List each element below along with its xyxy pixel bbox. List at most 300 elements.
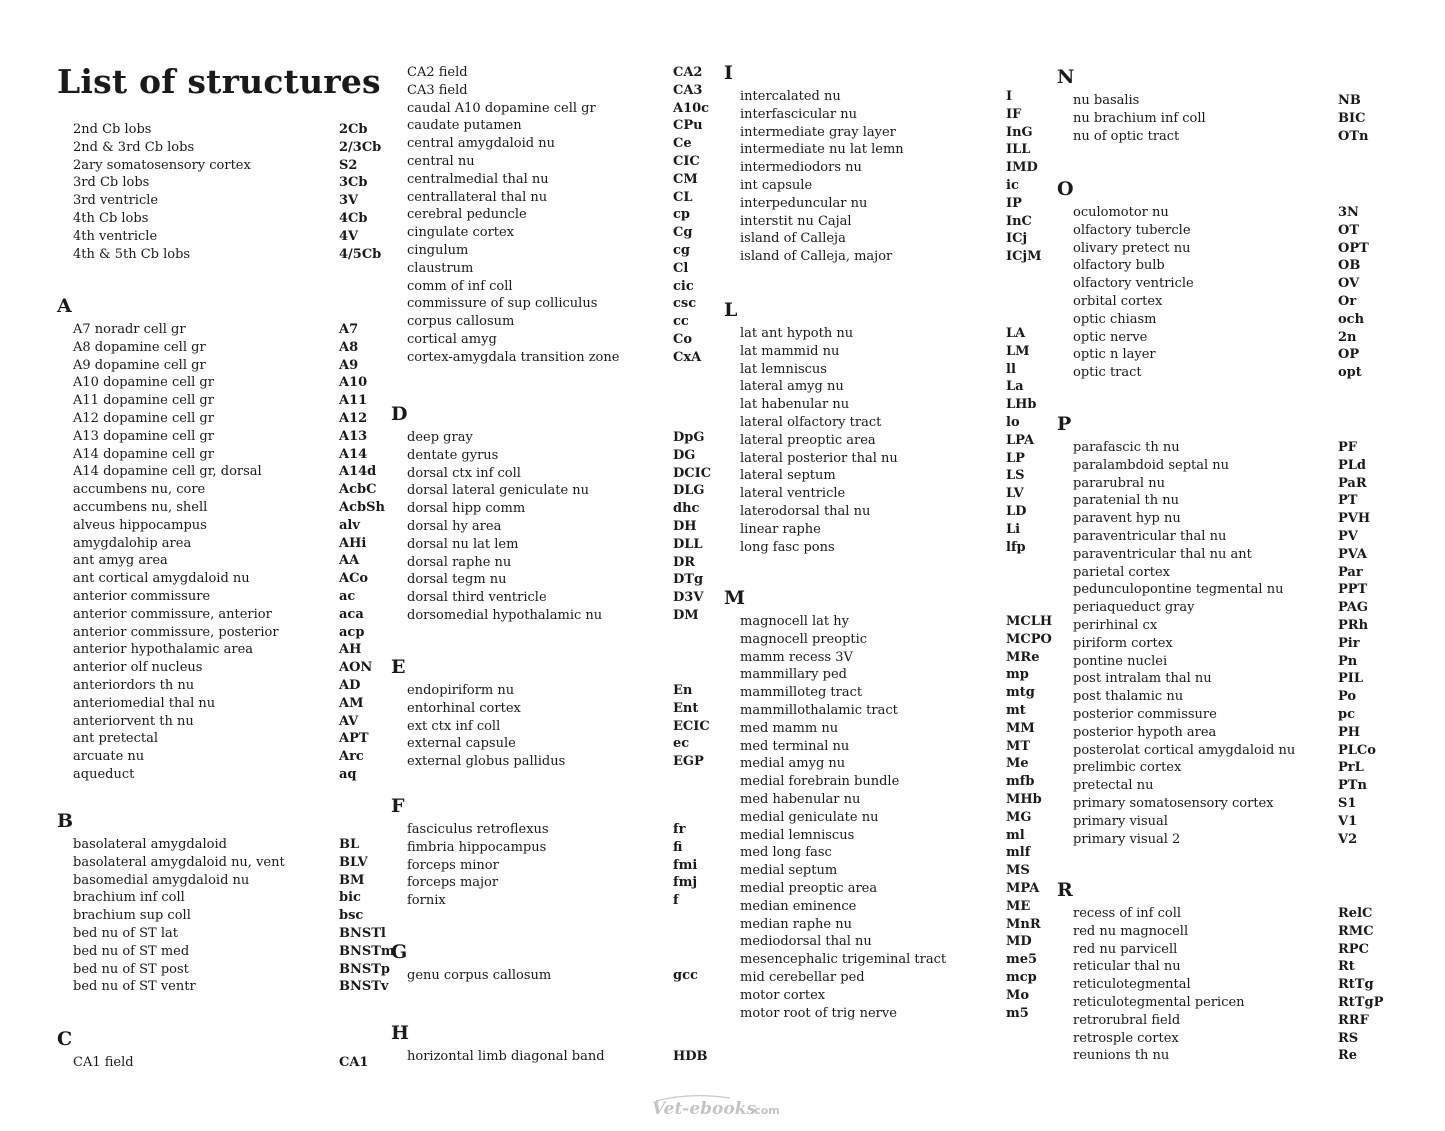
structure-abbreviation: fmi [673, 857, 698, 873]
structure-abbreviation: aq [339, 767, 357, 782]
list-item [1073, 311, 1393, 329]
structure-name: 3rd ventricle [73, 193, 159, 209]
list-item [73, 588, 393, 606]
structure-name: magnocell lat hy [740, 614, 850, 629]
list-item [407, 278, 727, 296]
structure-abbreviation: ICj [1006, 231, 1028, 247]
structure-abbreviation: Cl [673, 260, 689, 276]
list-item [740, 414, 1060, 432]
structure-name: A9 dopamine cell gr [73, 357, 206, 373]
list-item [740, 432, 1060, 450]
structure-abbreviation: MCPO [1006, 631, 1052, 647]
structure-name: basolateral amygdaloid [73, 837, 227, 852]
structure-abbreviation: mcp [1006, 970, 1037, 985]
list-item [740, 862, 1060, 880]
structure-name: lateral ventricle [740, 486, 846, 502]
list-item [407, 153, 727, 171]
list-item [1073, 257, 1393, 275]
section-letter: N [1057, 66, 1075, 88]
structure-abbreviation: Mo [1006, 987, 1030, 1003]
structure-name: linear raphe [740, 521, 821, 537]
section-letter: A [57, 295, 72, 317]
list-item [407, 331, 727, 349]
section-letter: G [391, 941, 408, 963]
structure-abbreviation: AHi [339, 535, 367, 551]
structure-abbreviation: LD [1006, 504, 1027, 519]
structure-name: reticular thal nu [1073, 959, 1181, 975]
list-item [407, 571, 727, 589]
list-item [740, 378, 1060, 396]
structure-name: A7 noradr cell gr [73, 322, 186, 337]
structure-name: cingulate cortex [407, 225, 515, 241]
structure-name: pararubral nu [1073, 475, 1165, 491]
structure-abbreviation: DR [673, 554, 696, 570]
structure-abbreviation: PrL [1338, 760, 1364, 776]
list-item [73, 428, 393, 446]
list-item [1073, 510, 1393, 528]
structure-name: genu corpus callosum [407, 968, 552, 983]
structure-abbreviation: PH [1338, 724, 1361, 740]
structure-abbreviation: BNSTv [339, 979, 389, 995]
structure-abbreviation: cic [673, 278, 694, 294]
structure-name: med terminal nu [740, 738, 850, 754]
structure-name: bed nu of ST lat [73, 926, 178, 941]
list-item [73, 517, 393, 535]
structure-abbreviation: InC [1006, 213, 1032, 229]
structure-name: fasciculus retroflexus [407, 822, 549, 837]
structure-abbreviation: Po [1338, 689, 1357, 705]
structure-abbreviation: APT [339, 731, 369, 747]
structure-abbreviation: ME [1006, 898, 1031, 914]
list-item [740, 213, 1060, 231]
list-item [407, 892, 727, 910]
structure-name: piriform cortex [1073, 635, 1173, 651]
structure-abbreviation: bsc [339, 908, 364, 924]
list-item [740, 809, 1060, 827]
list-item [1073, 670, 1393, 688]
structure-abbreviation: MnR [1006, 916, 1041, 932]
list-item [73, 246, 393, 264]
structure-name: anterior hypothalamic area [73, 642, 254, 658]
list-item [73, 606, 393, 624]
structure-abbreviation: CL [673, 189, 693, 205]
structure-name: retrorubral field [1073, 1012, 1181, 1028]
structure-name: A10 dopamine cell gr [73, 375, 214, 391]
structure-abbreviation: ec [673, 736, 690, 752]
structure-name: 4th Cb lobs [73, 211, 149, 226]
list-item [740, 827, 1060, 845]
structure-name: mammillary ped [740, 667, 847, 683]
structure-abbreviation: Co [673, 332, 693, 347]
structure-abbreviation: AcbC [339, 482, 377, 498]
list-item [73, 321, 393, 339]
structure-abbreviation: PaR [1338, 475, 1367, 491]
structure-abbreviation: cg [673, 243, 691, 258]
structure-abbreviation: LA [1006, 326, 1026, 341]
list-item [740, 613, 1060, 631]
list-item [73, 907, 393, 925]
structure-abbreviation: DCIC [673, 465, 712, 481]
list-item [407, 206, 727, 224]
structure-abbreviation: fmj [673, 875, 698, 891]
list-item [1073, 813, 1393, 831]
structure-name: parafascic th nu [1073, 440, 1180, 455]
structure-name: amygdalohip area [73, 535, 192, 551]
list-item [740, 666, 1060, 684]
structure-name: olivary pretect nu [1073, 240, 1191, 256]
list-item [73, 535, 393, 553]
structure-name: interpeduncular nu [740, 195, 868, 211]
structure-name: median raphe nu [740, 916, 852, 932]
structure-name: intercalated nu [740, 89, 841, 104]
list-item [740, 396, 1060, 414]
list-item [73, 766, 393, 784]
structure-abbreviation: A13 [339, 428, 368, 444]
list-item [1073, 994, 1393, 1012]
list-item [407, 429, 727, 447]
list-item [740, 880, 1060, 898]
list-item [1073, 240, 1393, 258]
list-item [407, 682, 727, 700]
structure-abbreviation: BIC [1338, 110, 1366, 126]
list-item [740, 969, 1060, 987]
list-item [740, 702, 1060, 720]
list-item [1073, 599, 1393, 617]
structure-abbreviation: RRF [1338, 1012, 1369, 1028]
structure-abbreviation: lfp [1006, 539, 1026, 555]
structure-abbreviation: alv [339, 517, 360, 533]
structure-abbreviation: A7 [339, 322, 359, 337]
structure-abbreviation: V1 [1338, 813, 1358, 829]
structure-name: fornix [407, 893, 446, 909]
structure-abbreviation: AcbSh [339, 500, 385, 515]
structure-abbreviation: AA [339, 553, 360, 569]
structure-abbreviation: Pn [1338, 653, 1358, 669]
structure-abbreviation: D3V [673, 590, 704, 606]
structure-abbreviation: OP [1338, 347, 1360, 363]
list-item [73, 463, 393, 481]
structure-abbreviation: BNSTp [339, 961, 391, 977]
structure-abbreviation: S1 [1338, 796, 1357, 811]
structure-abbreviation: OV [1338, 276, 1360, 292]
structure-name: retrosple cortex [1073, 1030, 1179, 1046]
structure-name: primary somatosensory cortex [1073, 796, 1274, 811]
list-item [73, 210, 393, 228]
structure-name: claustrum [407, 260, 474, 276]
structure-abbreviation: mlf [1006, 845, 1031, 861]
structure-abbreviation: AON [339, 660, 373, 676]
list-item [73, 339, 393, 357]
structure-name: corpus callosum [407, 314, 515, 330]
section-letter: I [724, 62, 733, 84]
list-item [1073, 275, 1393, 293]
structure-abbreviation: CM [673, 171, 698, 187]
structure-name: forceps minor [407, 857, 499, 873]
structure-name: ant pretectal [73, 731, 159, 747]
structure-name: anteriorvent th nu [73, 713, 194, 729]
structure-name: lateral septum [740, 468, 836, 484]
structure-abbreviation: CA2 [673, 65, 703, 80]
list-item [1073, 457, 1393, 475]
structure-name: dentate gyrus [407, 447, 499, 463]
structure-abbreviation: och [1338, 311, 1365, 327]
structure-name: medial amyg nu [740, 756, 846, 772]
list-item [1073, 92, 1393, 110]
structure-abbreviation: MD [1006, 934, 1032, 950]
structure-abbreviation: Or [1338, 294, 1357, 309]
structure-abbreviation: La [1006, 379, 1024, 395]
structure-abbreviation: Me [1006, 756, 1029, 772]
structure-name: external globus pallidus [407, 754, 566, 770]
list-item [740, 631, 1060, 649]
list-item [1073, 364, 1393, 382]
list-item [740, 898, 1060, 916]
structure-abbreviation: 3N [1338, 205, 1359, 220]
structure-name: lateral preoptic area [740, 432, 876, 448]
list-item [740, 325, 1060, 343]
structure-name: periaqueduct gray [1073, 600, 1195, 616]
list-item [740, 649, 1060, 667]
structure-abbreviation: CA1 [339, 1055, 369, 1070]
structure-name: 2nd & 3rd Cb lobs [73, 139, 195, 155]
section-letter: O [1057, 178, 1074, 200]
structure-name: ant amyg area [73, 553, 168, 569]
list-item [740, 248, 1060, 266]
structure-name: parietal cortex [1073, 564, 1170, 580]
structure-abbreviation: ILL [1006, 142, 1031, 158]
structure-abbreviation: IF [1006, 106, 1022, 122]
structure-abbreviation: PRh [1338, 618, 1369, 633]
list-item [740, 159, 1060, 177]
list-item [740, 738, 1060, 756]
list-item [740, 987, 1060, 1005]
structure-abbreviation: ll [1006, 361, 1016, 377]
list-item [1073, 831, 1393, 849]
structure-name: nu basalis [1073, 93, 1140, 108]
structure-name: dorsal hy area [407, 519, 502, 534]
structure-abbreviation: EGP [673, 754, 704, 770]
structure-name: lateral olfactory tract [740, 415, 882, 430]
section-letter: H [391, 1022, 409, 1044]
structure-abbreviation: Cg [673, 225, 693, 241]
section-letter: L [724, 299, 738, 321]
list-item [740, 844, 1060, 862]
structure-name: lat mammid nu [740, 343, 840, 359]
structure-name: basolateral amygdaloid nu, vent [73, 854, 285, 870]
structure-abbreviation: MT [1006, 738, 1031, 754]
section-letter: R [1057, 879, 1073, 901]
structure-abbreviation: PV [1338, 529, 1358, 544]
section-letter: M [724, 587, 746, 609]
list-item [73, 157, 393, 175]
structure-abbreviation: MCLH [1006, 614, 1053, 629]
list-item [407, 295, 727, 313]
list-item [740, 124, 1060, 142]
structure-abbreviation: LPA [1006, 432, 1035, 448]
structure-abbreviation: ic [1006, 178, 1019, 193]
structure-name: A13 dopamine cell gr [73, 428, 214, 444]
list-item [740, 485, 1060, 503]
structure-name: optic tract [1073, 365, 1142, 381]
structure-abbreviation: BL [339, 837, 360, 852]
structure-abbreviation: MHb [1006, 792, 1042, 807]
structure-name: basomedial amygdaloid nu [73, 872, 250, 888]
structure-name: mamm recess 3V [740, 649, 853, 665]
structure-abbreviation: Re [1338, 1048, 1358, 1064]
structure-abbreviation: RtTgP [1338, 995, 1384, 1010]
list-item [1073, 475, 1393, 493]
structure-name: brachium sup coll [73, 908, 191, 924]
structure-abbreviation: lo [1006, 415, 1020, 430]
list-item [407, 500, 727, 518]
structure-name: pedunculopontine tegmental nu [1073, 582, 1284, 598]
structure-abbreviation: Pir [1338, 635, 1360, 651]
list-item [740, 1005, 1060, 1023]
structure-name: dorsomedial hypothalamic nu [407, 608, 603, 623]
structure-name: mammillothalamic tract [740, 703, 898, 718]
list-item [1073, 923, 1393, 941]
structure-abbreviation: csc [673, 296, 697, 312]
structure-name: cerebral peduncle [407, 207, 527, 223]
structure-abbreviation: OB [1338, 258, 1361, 274]
structure-name: aqueduct [73, 767, 135, 782]
list-item [407, 554, 727, 572]
structure-abbreviation: LHb [1006, 397, 1037, 413]
structure-name: prelimbic cortex [1073, 760, 1182, 776]
list-item [73, 139, 393, 157]
structure-abbreviation: OTn [1338, 128, 1369, 144]
structure-name: optic nerve [1073, 329, 1148, 345]
structure-name: medial lemniscus [740, 827, 855, 843]
structure-name: horizontal limb diagonal band [407, 1049, 605, 1064]
list-item [1073, 110, 1393, 128]
structure-name: cingulum [407, 243, 469, 258]
structure-name: post thalamic nu [1073, 689, 1184, 705]
list-item [1073, 976, 1393, 994]
structure-abbreviation: Li [1006, 521, 1021, 537]
structure-abbreviation: BNSTm [339, 943, 395, 959]
structure-name: cortical amyg [407, 332, 497, 347]
section-letter: E [391, 656, 406, 678]
list-item [740, 467, 1060, 485]
list-item [407, 967, 727, 985]
structure-abbreviation: NB [1338, 93, 1361, 108]
structure-name: long fasc pons [740, 539, 835, 555]
structure-name: A14 dopamine cell gr, dorsal [73, 464, 262, 480]
list-item [73, 570, 393, 588]
list-item [407, 465, 727, 483]
structure-name: olfactory bulb [1073, 258, 1165, 274]
list-item [1073, 635, 1393, 653]
structure-name: primary visual 2 [1073, 831, 1181, 847]
structure-name: ant cortical amygdaloid nu [73, 571, 250, 587]
structure-name: red nu magnocell [1073, 923, 1189, 939]
structure-abbreviation: LP [1006, 450, 1025, 466]
list-item [407, 260, 727, 278]
structure-abbreviation: 2n [1338, 329, 1357, 345]
structure-abbreviation: mt [1006, 703, 1026, 718]
structure-name: A8 dopamine cell gr [73, 339, 206, 355]
structure-abbreviation: me5 [1006, 952, 1038, 968]
page-title: List of structures [57, 62, 381, 101]
list-item [407, 313, 727, 331]
list-item [73, 695, 393, 713]
list-item [407, 349, 727, 367]
list-item [740, 521, 1060, 539]
structure-name: anterior commissure, anterior [73, 606, 272, 622]
structure-abbreviation: LS [1006, 468, 1025, 484]
structure-abbreviation: gcc [673, 968, 698, 983]
list-item [73, 730, 393, 748]
structure-name: accumbens nu, shell [73, 500, 208, 515]
structure-name: central amygdaloid nu [407, 136, 555, 152]
structure-abbreviation: MG [1006, 809, 1032, 825]
structure-name: anteriordors th nu [73, 678, 195, 693]
structure-abbreviation: ACo [339, 571, 369, 587]
structure-abbreviation: Par [1338, 564, 1363, 580]
structure-abbreviation: ECIC [673, 718, 710, 734]
structure-abbreviation: 4/5Cb [339, 246, 382, 262]
list-item [1073, 492, 1393, 510]
list-item [73, 192, 393, 210]
structure-abbreviation: PF [1338, 440, 1358, 455]
list-item [740, 503, 1060, 521]
list-item [1073, 546, 1393, 564]
list-item [740, 720, 1060, 738]
list-item [73, 677, 393, 695]
structure-name: med mamm nu [740, 720, 839, 736]
section-letter: B [57, 810, 74, 832]
structure-abbreviation: HDB [673, 1049, 708, 1064]
structure-name: median eminence [740, 898, 857, 914]
list-item [73, 659, 393, 677]
list-item [1073, 777, 1393, 795]
structure-name: commissure of sup colliculus [407, 296, 598, 312]
watermark-logo [650, 1092, 800, 1122]
structure-name: arcuate nu [73, 749, 145, 765]
list-item [740, 791, 1060, 809]
list-item [407, 224, 727, 242]
structure-abbreviation: PIL [1338, 671, 1363, 687]
structure-name: paratenial th nu [1073, 493, 1179, 509]
list-item [407, 718, 727, 736]
structure-abbreviation: DTg [673, 572, 704, 588]
structure-name: pontine nuclei [1073, 653, 1168, 669]
list-item [740, 177, 1060, 195]
structure-abbreviation: PAG [1338, 600, 1369, 616]
list-item [407, 171, 727, 189]
structure-name: dorsal ctx inf coll [407, 465, 521, 481]
structure-abbreviation: PLCo [1338, 742, 1376, 758]
structure-name: anterior olf nucleus [73, 660, 203, 676]
list-item [1073, 1047, 1393, 1065]
structure-name: dorsal lateral geniculate nu [407, 483, 590, 499]
structure-abbreviation: RS [1338, 1030, 1359, 1046]
structure-abbreviation: 2/3Cb [339, 139, 382, 155]
list-item [1073, 706, 1393, 724]
structure-abbreviation: DG [673, 447, 696, 463]
structure-abbreviation: AM [339, 695, 364, 711]
list-item [73, 836, 393, 854]
structure-abbreviation: A10c [673, 100, 710, 116]
structure-name: comm of inf coll [407, 278, 513, 294]
structure-abbreviation: AH [339, 642, 362, 658]
list-item [73, 410, 393, 428]
list-item [1073, 128, 1393, 146]
list-item [740, 361, 1060, 379]
list-item [740, 933, 1060, 951]
structure-abbreviation: Ent [673, 700, 699, 716]
